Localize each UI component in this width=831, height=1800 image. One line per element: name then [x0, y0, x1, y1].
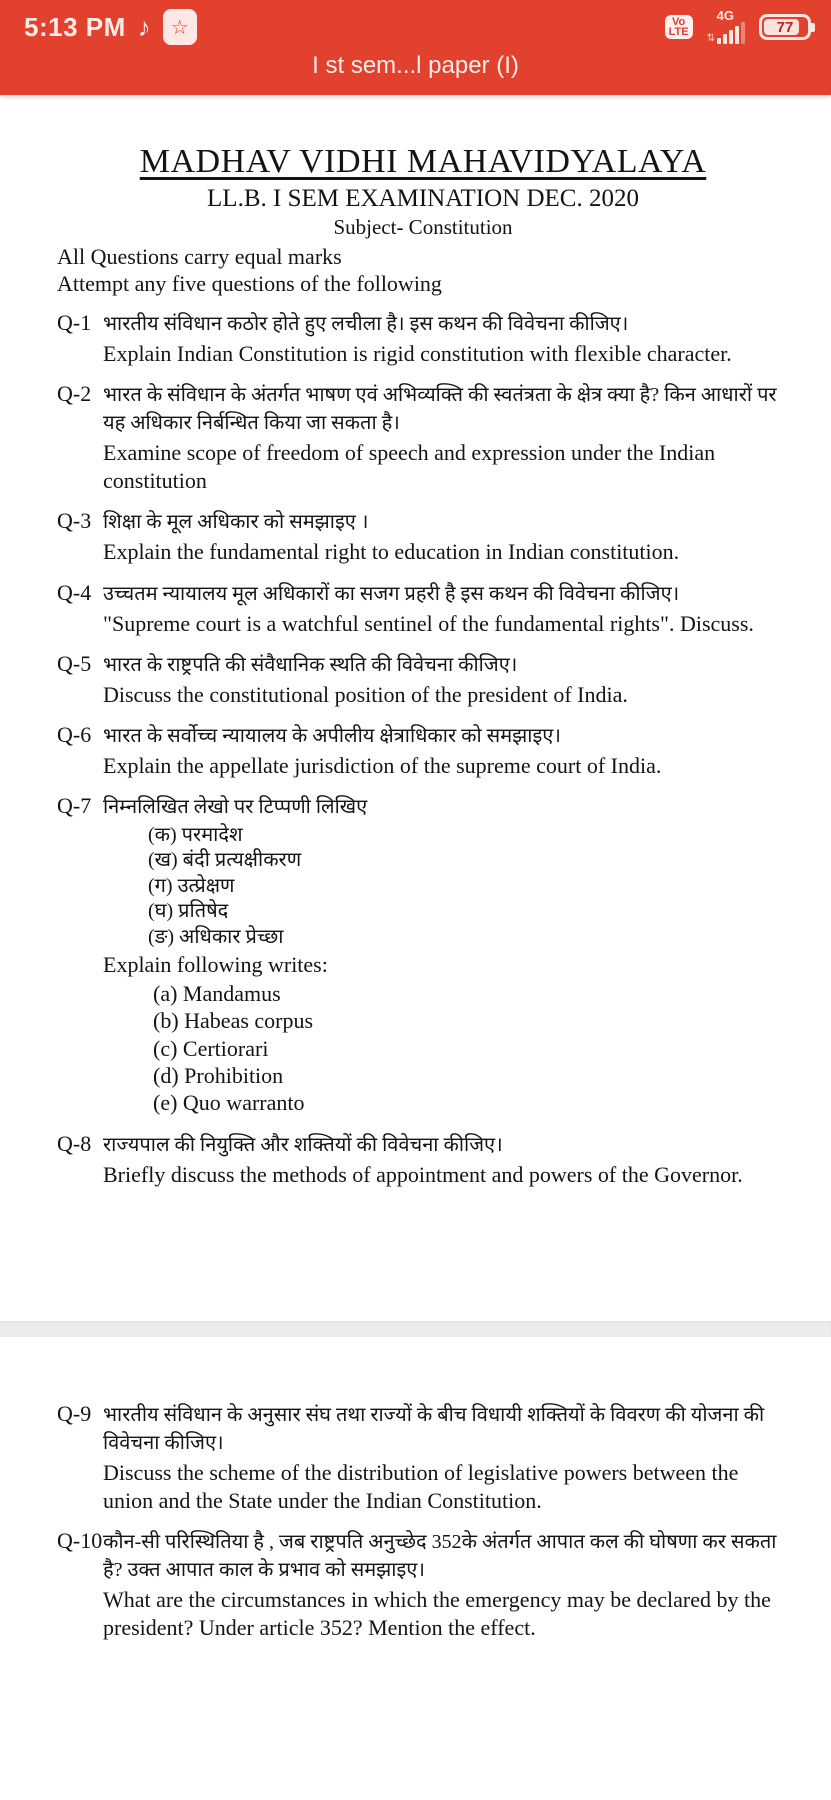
question-english-text: Explain the appellate jurisdiction of the supreme court of India. [103, 752, 662, 778]
title-bar[interactable] [0, 46, 831, 80]
question-body [103, 580, 789, 638]
status-bar [0, 0, 831, 46]
document-page-1[interactable] [0, 143, 831, 1321]
instruction-equal-marks: All Questions carry equal marks [57, 244, 342, 269]
volte-line1: Vo [672, 15, 686, 28]
question-hindi-text: भारत के राष्ट्रपति की संवैधानिक स्थति की विवेचना कीजिए। [103, 653, 518, 676]
data-arrows-icon: ⇅ [706, 33, 715, 44]
english-writ-item: (a) Mandamus [153, 981, 281, 1007]
battery-icon [759, 14, 811, 40]
clock: 5:13 PM [24, 11, 126, 42]
question-hindi-text: निम्नलिखित लेखो पर टिप्पणी लिखिए [103, 796, 368, 819]
question-english-text: Explain the fundamental right to education in Indian constitution. [103, 539, 680, 565]
question-english-text: Discuss the scheme of the distribution of legislative powers between the union and the State under the Indian Constitution. [103, 1460, 739, 1514]
question-english-text: Examine scope of freedom of speech and expression under the Indian constitution [103, 440, 716, 494]
question-number: Q-9 [57, 1401, 92, 1426]
question-number: Q-1 [57, 310, 92, 335]
question-q2 [57, 381, 789, 495]
battery-percent: 77 [776, 18, 794, 36]
question-body [103, 1401, 789, 1515]
question-hindi-text: राज्यपाल की नियुक्ति और शक्तियों की विवेचना कीजिए। [103, 1134, 503, 1157]
question-hindi-text: भारतीय संविधान के अनुसार संघ तथा राज्यों के बीच विधायी शक्तियों के विवरण की योजना की विवेचना कीजिए। [103, 1404, 765, 1454]
question-english-text: "Supreme court is a watchful sentinel of the fundamental rights". Discuss. [103, 610, 754, 636]
hindi-writ-item: (ङ) अधिकार प्रेच्छा [148, 925, 284, 948]
question-english-text: Explain Indian Constitution is rigid constitution with flexible character. [103, 341, 732, 366]
hindi-writ-item: (क) परमादेश [148, 824, 243, 847]
document-title: I st sem...l paper (I) [312, 52, 519, 79]
question-english-text: Explain following writes: [103, 952, 328, 978]
signal-icon [707, 10, 745, 44]
question-hindi-text: भारतीय संविधान कठोर होते हुए लचीला है। इस कथन की विवेचना कीजिए। [103, 313, 629, 335]
question-body [103, 508, 789, 566]
question-q4 [57, 580, 789, 638]
volte-line2: LTE [668, 26, 689, 38]
subject-line: Subject- Constitution [333, 215, 513, 239]
status-right [665, 10, 811, 44]
question-q8 [57, 1131, 789, 1189]
app-header [0, 0, 831, 95]
question-q10 [57, 1528, 789, 1642]
question-number: Q-10 [57, 1528, 103, 1554]
question-q7 [57, 793, 789, 1118]
question-english-text: Discuss the constitutional position of the president of India. [103, 681, 628, 707]
music-note-icon: ♪ [137, 12, 151, 42]
question-body [103, 381, 789, 495]
question-number: Q-8 [57, 1131, 92, 1157]
college-name: MADHAV VIDHI MAHAVIDYALAYA [139, 143, 707, 180]
document-page-2[interactable] [0, 1337, 831, 1800]
question-q6 [57, 722, 789, 780]
hindi-writ-list [148, 824, 789, 948]
question-body [103, 1528, 789, 1642]
hindi-writ-item: (घ) प्रतिषेद [148, 900, 229, 923]
question-body [103, 722, 789, 780]
question-q1 [57, 310, 789, 368]
question-number: Q-3 [57, 508, 92, 534]
question-q3 [57, 508, 789, 566]
question-body [103, 1131, 789, 1189]
english-writ-item: (e) Quo warranto [153, 1089, 305, 1115]
question-q5 [57, 651, 789, 709]
question-number: Q-2 [57, 381, 92, 407]
hindi-writ-item: (ग) उत्प्रेक्षण [148, 874, 235, 897]
question-hindi-text: भारत के संविधान के अंतर्गत भाषण एवं अभिव्यक्ति की स्वतंत्रता के क्षेत्र क्या है? किन आधारों पर यह अधिकार निर्बन्धित किया जा सकता है। [103, 384, 777, 435]
instruction-attempt-five: Attempt any five questions of the following [57, 271, 442, 296]
question-body [103, 310, 789, 368]
question-hindi-text: उच्चतम न्यायालय मूल अधिकारों का सजग प्रहरी है इस कथन की विवेचना कीजिए। [103, 582, 680, 605]
screen-record-star-icon: ☆ [163, 9, 197, 45]
network-type-label: 4G [716, 8, 734, 23]
question-hindi-text: कौन-सी परिस्थितिया है , जब राष्ट्रपति अनुच्छेद 352के अंतर्गत आपात कल की घोषणा कर सकता है? उक्त आपात काल के प्रभाव को समझाइए। [103, 1531, 777, 1582]
question-number: Q-7 [57, 793, 92, 819]
status-left [24, 9, 197, 45]
question-hindi-text: शिक्षा के मूल अधिकार को समझाइए । [103, 511, 369, 534]
question-q9 [57, 1401, 789, 1515]
english-writ-item: (b) Habeas corpus [153, 1008, 314, 1034]
volte-icon [665, 15, 693, 40]
question-body [103, 651, 789, 709]
signal-bars-icon [717, 22, 745, 44]
question-number: Q-4 [57, 579, 92, 605]
english-writ-list [153, 982, 789, 1115]
question-body [103, 793, 789, 1118]
english-writ-item: (d) Prohibition [153, 1062, 284, 1088]
exam-title: LL.B. I SEM EXAMINATION DEC. 2020 [207, 185, 639, 212]
hindi-writ-item: (ख) बंदी प्रत्यक्षीकरण [148, 849, 302, 872]
english-writ-item: (c) Certiorari [153, 1035, 269, 1061]
question-hindi-text: भारत के सर्वोच्च न्यायालय के अपीलीय क्षेत्राधिकार को समझाइए। [103, 724, 561, 747]
question-english-text: What are the circumstances in which the emergency may be declared by the president? Under article 352? Mention the effect. [103, 1587, 771, 1641]
question-number: Q-5 [57, 650, 92, 676]
question-number: Q-6 [57, 721, 92, 747]
page-divider [0, 1321, 831, 1337]
question-english-text: Briefly discuss the methods of appointment and powers of the Governor. [103, 1162, 743, 1188]
